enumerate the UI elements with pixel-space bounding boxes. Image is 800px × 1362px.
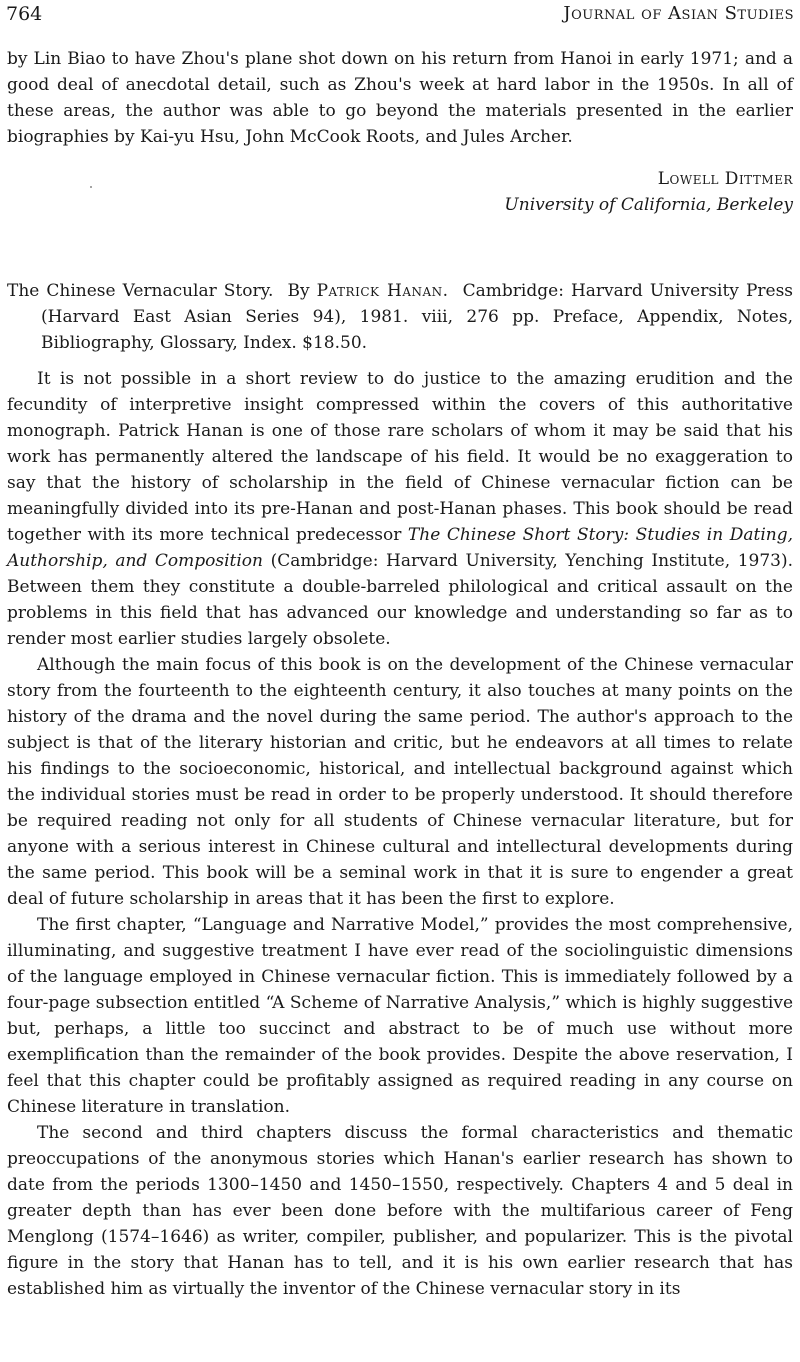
running-head: Journal of Asian Studies (563, 3, 794, 24)
book-title: The Chinese Vernacular Story. (7, 281, 274, 301)
page-body (7, 46, 793, 1302)
book-author: Patrick Hanan. (316, 281, 449, 301)
paragraph-text: (Cambridge: Harvard University, Yenching Institute, 1973). Between them they constitute a double-barreled philological and critical assault on the problems in this field that has advanced our knowledge and understanding so far as to render most earlier studies largely obsolete. (7, 551, 793, 649)
publication-info: Cambridge: Harvard University Press (Harvard East Asian Series 94), 1981. viii, 276 pp. Preface, Appendix, Notes, Bibliography, Glossary, Index. $18.50. (41, 281, 794, 353)
reviewer-name: Lowell Dittmer (657, 169, 793, 189)
reviewer-affiliation: University of California, Berkeley (504, 195, 793, 215)
review-paragraph-4: The second and third chapters discuss the formal characteristics and thematic preoccupations of the anonymous stories which Hanan's earlier research has shown to date from the periods 1300–1450 and 1450–1550, respectively. Chapters 4 and 5 deal in greater depth than has ever been done before with the multifarious career of Feng Menglong (1574–1646) as writer, compiler, publisher, and popularizer. This is the pivotal figure in the story that Hanan has to tell, and it is his own earlier research that has established him as virtually the inventor of the Chinese vernacular story in its (7, 1123, 793, 1299)
page-number: 764 (6, 3, 43, 25)
review-paragraph-1 (7, 366, 793, 652)
review-heading (7, 278, 793, 356)
by-label: By (287, 281, 310, 301)
paragraph-text: It is not possible in a short review to do justice to the amazing erudition and the fecundity of interpretive insight compressed within the covers of this authoritative monograph. Patrick Hanan is one of those rare scholars of whom it may be said that his work has permanently altered the landscape of his field. It would be no exaggeration to say that the history of scholarship in the field of Chinese vernacular fiction can be meaningfully divided into its pre-Hanan and post-Hanan phases. This book should be read together with its more technical predecessor (7, 369, 793, 545)
page-header (6, 2, 794, 32)
cited-title: The Chinese Short Story: Studies in Dating, Authorship, and Composition (7, 525, 793, 571)
review-paragraph-3: The first chapter, “Language and Narrative Model,” provides the most comprehensive, illuminating, and suggestive treatment I have ever read of the sociolinguistic dimensions of the language employed in Chinese vernacular fiction. This is immediately followed by a four-page subsection entitled “A Scheme of Narrative Analysis,” which is highly suggestive but, perhaps, a little too succinct and abstract to be of much use without more exemplification than the remainder of the book provides. Despite the above reservation, I feel that this chapter could be profitably assigned as required reading in any course on Chinese literature in translation. (7, 915, 793, 1117)
review-paragraph-2: Although the main focus of this book is on the development of the Chinese vernacular story from the fourteenth to the eighteenth century, it also touches at many points on the history of the drama and the novel during the same period. The author's approach to the subject is that of the literary historian and critic, but he endeavors at all times to relate his findings to the socioeconomic, historical, and intellectual background against which the individual stories must be read in order to be properly understood. It should therefore be required reading not only for all students of Chinese vernacular literature, but for anyone with a serious interest in Chinese cultural and intellectural developments during the same period. This book will be a seminal work in that it is sure to engender a great deal of future scholarship in areas that it has been the first to explore. (7, 655, 793, 909)
prev-review-paragraph: by Lin Biao to have Zhou's plane shot down on his return from Hanoi in early 1971; and a good deal of anecdotal detail, such as Zhou's week at hard labor in the 1950s. In all of these areas, the author was able to go beyond the materials presented in the earlier biographies by Kai-yu Hsu, John McCook Roots, and Jules Archer. (7, 49, 793, 147)
